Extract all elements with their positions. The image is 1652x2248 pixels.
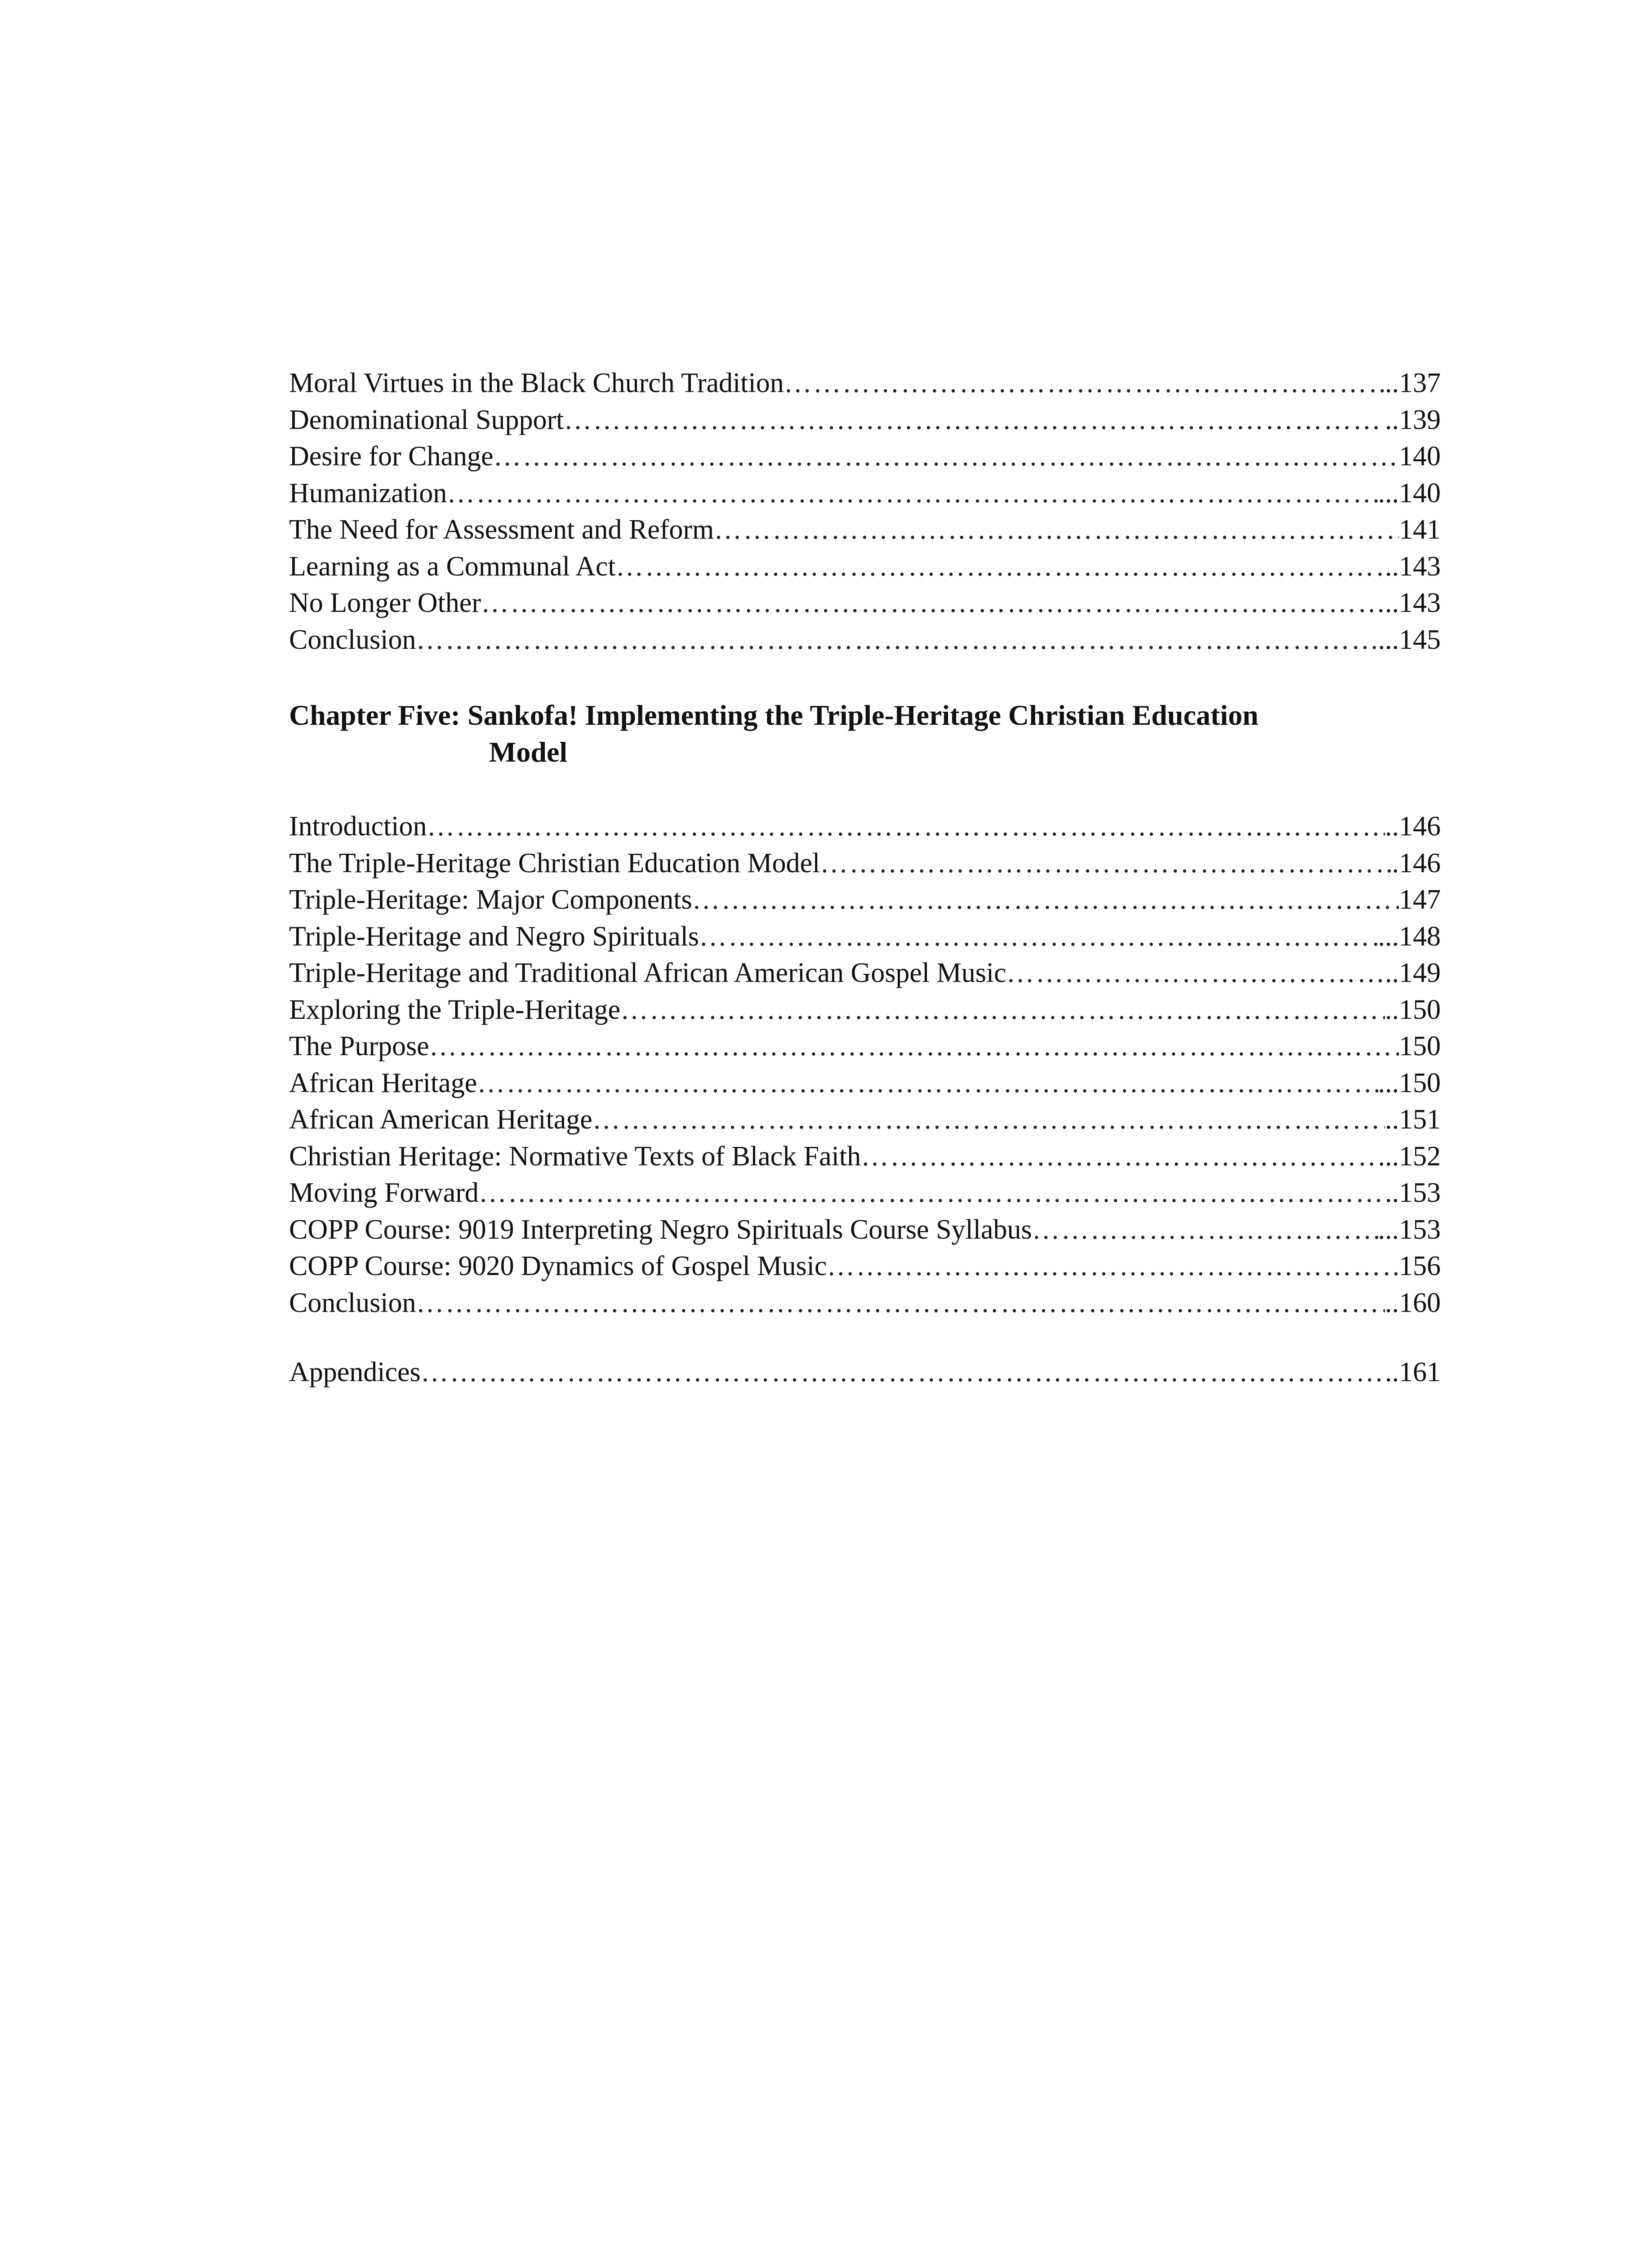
dot-leader [692, 882, 1399, 919]
toc-entry-title: The Purpose [289, 1031, 429, 1062]
chapter-heading [289, 697, 1441, 771]
toc-entry-page: 156 [1399, 1251, 1441, 1281]
dot-leader [784, 365, 1385, 402]
toc-entry-page: ..149 [1385, 958, 1441, 988]
toc-entry-page: ..146 [1385, 811, 1441, 842]
toc-entry [289, 622, 1441, 659]
toc-entry-page: ..151 [1385, 1104, 1441, 1135]
toc-entry-page: ..137 [1385, 368, 1441, 398]
toc-entry-page: 150 [1399, 1031, 1441, 1062]
dot-leader [1032, 1212, 1378, 1249]
toc-entry-page: ..150 [1385, 994, 1441, 1025]
toc-entry [289, 882, 1441, 919]
toc-entry-title: Exploring the Triple-Heritage [289, 994, 620, 1025]
dot-leader [479, 1175, 1385, 1212]
toc-entry [289, 845, 1441, 882]
dot-leader [827, 1248, 1399, 1285]
dot-leader [699, 919, 1378, 955]
dot-leader [620, 992, 1385, 1029]
toc-entry-title: Desire for Change [289, 441, 494, 472]
toc-entry-page: .146 [1392, 847, 1441, 879]
toc-entry [289, 512, 1441, 549]
toc-entry-title: No Longer Other [289, 588, 481, 618]
toc-entry-page: 147 [1399, 884, 1441, 915]
dot-leader [616, 549, 1385, 585]
dot-leader [477, 1065, 1378, 1102]
toc-entry-page: ..143 [1385, 588, 1441, 618]
toc-entry [289, 475, 1441, 512]
toc-entry-title: The Triple-Heritage Christian Education Model [289, 847, 820, 879]
toc-entry-title: The Need for Assessment and Reform [289, 514, 714, 545]
toc-entry [289, 992, 1441, 1029]
chapter-heading-line-2: Model [489, 736, 568, 768]
toc-entry-title: Denominational Support [289, 404, 564, 435]
toc-entry-title: Appendices [289, 1357, 421, 1387]
toc-entry [289, 919, 1441, 955]
toc-entry [289, 1102, 1441, 1138]
toc-entry-page: ..143 [1385, 551, 1441, 582]
chapter-heading-line-1: Chapter Five: Sankofa! Implementing the Triple-Heritage Christian Education [289, 699, 1259, 731]
toc-entry-title: Moving Forward [289, 1178, 479, 1208]
toc-entry-page: ...145 [1378, 624, 1441, 655]
dot-leader [421, 1354, 1385, 1391]
dot-leader [416, 1285, 1385, 1322]
toc-entry-title: Triple-Heritage and Traditional African American Gospel Music [289, 958, 1006, 988]
toc-entry-title: Christian Heritage: Normative Texts of Black Faith [289, 1141, 861, 1172]
toc-entry [289, 808, 1441, 845]
toc-entry [289, 1354, 1441, 1391]
toc-section-2 [289, 808, 1441, 1321]
toc-entry-page: ...140 [1378, 477, 1441, 508]
toc-entry-page: ..161 [1385, 1357, 1441, 1387]
toc-entry-title: Triple-Heritage and Negro Spirituals [289, 921, 699, 952]
dot-leader [481, 585, 1385, 622]
toc-entry-page: ...148 [1378, 921, 1441, 952]
dot-leader [820, 845, 1392, 882]
dot-leader [861, 1138, 1378, 1175]
toc-entry [289, 1028, 1441, 1065]
toc-entry-title: Introduction [289, 811, 427, 842]
toc-entry-title: Learning as a Communal Act [289, 551, 616, 582]
toc-entry-title: COPP Course: 9020 Dynamics of Gospel Music [289, 1251, 827, 1281]
toc-entry-page: ...152 [1378, 1141, 1441, 1172]
toc-entry-title: Conclusion [289, 1287, 416, 1318]
dot-leader [447, 475, 1378, 512]
toc-entry-page: 141 [1399, 514, 1441, 545]
toc-entry [289, 549, 1441, 585]
toc-entry-title: African American Heritage [289, 1104, 592, 1135]
toc-entry [289, 1285, 1441, 1322]
toc-entry-title: Triple-Heritage: Major Components [289, 884, 692, 915]
toc-entry-page: 140 [1399, 441, 1441, 472]
toc-entry-page: ..139 [1385, 404, 1441, 435]
dot-leader [1006, 955, 1385, 992]
dot-leader [416, 622, 1378, 659]
toc-entry-page: ...153 [1378, 1214, 1441, 1245]
toc-entry-page: ...150 [1378, 1067, 1441, 1098]
toc-section-1 [289, 365, 1441, 658]
toc-entry-title: Humanization [289, 477, 447, 508]
dot-leader [494, 438, 1399, 475]
toc-entry [289, 1175, 1441, 1212]
dot-leader [427, 808, 1385, 845]
toc-entry-title: COPP Course: 9019 Interpreting Negro Spirituals Course Syllabus [289, 1214, 1032, 1245]
toc-entry-title: Moral Virtues in the Black Church Tradition [289, 368, 784, 398]
toc-entry [289, 955, 1441, 992]
toc-entry [289, 1138, 1441, 1175]
dot-leader [714, 512, 1399, 549]
dot-leader [564, 402, 1385, 439]
toc-entry [289, 1248, 1441, 1285]
toc-entry [289, 585, 1441, 622]
dot-leader [429, 1028, 1399, 1065]
toc-entry-title: African Heritage [289, 1067, 477, 1098]
toc-section-3 [289, 1354, 1441, 1391]
toc-entry [289, 402, 1441, 439]
toc-entry-page: ..153 [1385, 1178, 1441, 1208]
toc-entry-title: Conclusion [289, 624, 416, 655]
dot-leader [592, 1102, 1385, 1138]
toc-entry [289, 438, 1441, 475]
toc-entry [289, 1065, 1441, 1102]
toc-entry [289, 1212, 1441, 1249]
toc-entry-page: ..160 [1385, 1287, 1441, 1318]
toc-entry [289, 365, 1441, 402]
